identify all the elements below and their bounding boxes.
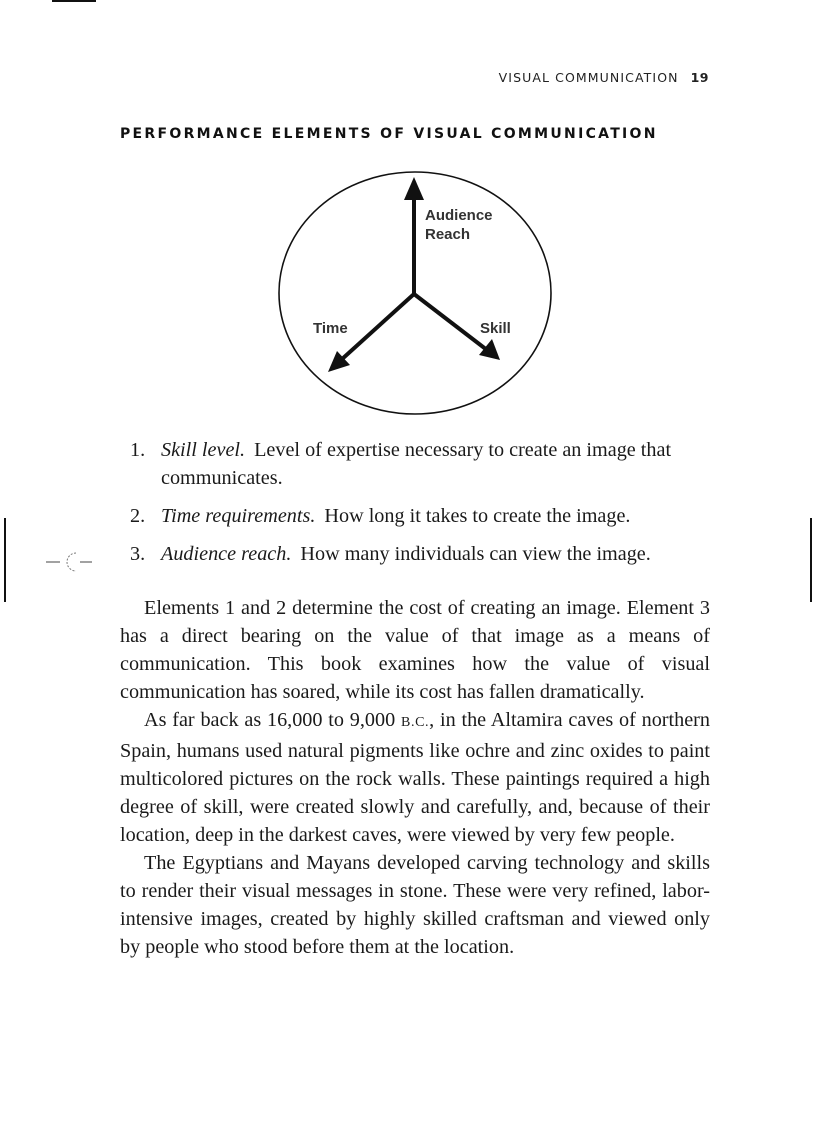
performance-elements-list <box>130 436 720 568</box>
list-item <box>130 540 720 568</box>
crop-mark-left <box>4 518 6 602</box>
era-abbreviation: B.C. <box>401 715 430 730</box>
running-head <box>499 70 709 85</box>
audience-reach-arrowhead <box>404 177 424 200</box>
list-item-number: 2. <box>130 505 146 527</box>
list-item-term: Time requirements. <box>161 505 316 527</box>
audience-label-line2: Reach <box>425 226 471 243</box>
time-label: Time <box>313 320 348 337</box>
skill-arrow-shaft <box>414 294 487 350</box>
paragraph: Elements 1 and 2 determine the cost of creating an image. Element 3 has a direct bearing on the value of that image as a means of communication. This book examines how the value of visual communication has soared, while its cost has fallen dramatically. <box>120 597 710 703</box>
paragraph-text: , in the Altamira caves of northern Spain, humans used natural pigments like ochre and zinc oxides to paint multicolored pictures on the rock walls. These paintings required a high degree of skill, were created slowly and carefully, and, because of their location, deep in the darkest caves, were viewed by very few people. <box>120 709 711 846</box>
list-item <box>130 436 720 492</box>
time-arrow-shaft <box>341 294 414 360</box>
list-item-number: 3. <box>130 543 146 565</box>
crop-mark-top <box>52 0 96 2</box>
list-item-term: Audience reach. <box>161 543 292 565</box>
audience-label-line1: Audience <box>425 207 493 224</box>
registration-mark-icon <box>46 548 94 574</box>
crop-mark-right <box>810 518 812 602</box>
performance-elements-diagram <box>270 168 560 418</box>
list-item-text: How long it takes to create the image. <box>324 505 631 527</box>
page-number: 19 <box>690 70 709 85</box>
skill-arrowhead <box>479 339 500 360</box>
paragraph-text: As far back as 16,000 to 9,000 <box>144 709 396 731</box>
body-text <box>120 594 710 961</box>
running-head-title: VISUAL COMMUNICATION <box>498 70 679 85</box>
list-item <box>130 502 720 530</box>
skill-label: Skill <box>480 320 511 337</box>
section-title: PERFORMANCE ELEMENTS OF VISUAL COMMUNICATION <box>120 126 658 142</box>
list-item-text: How many individuals can view the image. <box>300 543 651 565</box>
list-item-term: Skill level. <box>161 439 246 461</box>
list-item-text: Level of expertise necessary to create an image that communicates. <box>161 439 672 489</box>
paragraph <box>120 706 710 849</box>
list-item-number: 1. <box>130 439 146 461</box>
paragraph: The Egyptians and Mayans developed carving technology and skills to render their visual messages in stone. These were very refined, labor-intensive images, created by highly skilled craftsman and viewed only by people who stood before them at the location. <box>120 852 710 958</box>
